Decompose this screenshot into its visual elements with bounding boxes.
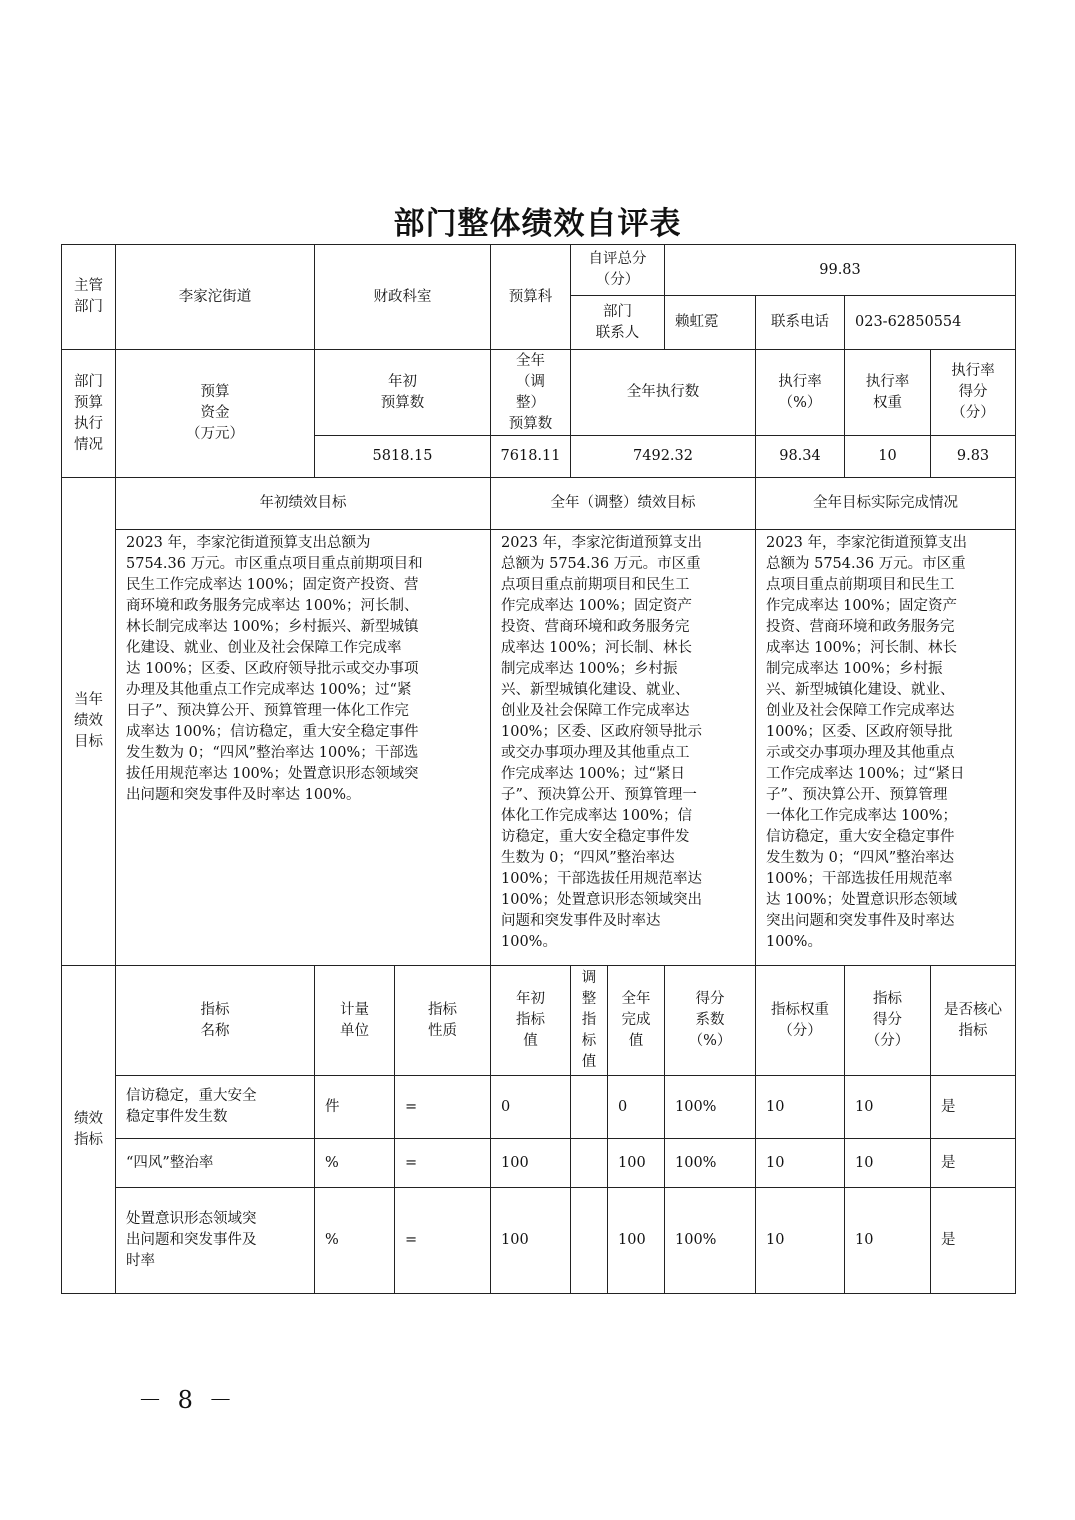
- self-score-label: 自评总分 （分）: [571, 245, 665, 296]
- indicator-adjusted-value: [571, 1139, 608, 1188]
- adjusted-budget-value: 7618.11: [491, 436, 571, 478]
- indicator-adjusted-value: [571, 1188, 608, 1294]
- coefficient-header: 得分 系数 （%）: [665, 966, 756, 1076]
- phone-number: 023-62850554: [845, 296, 1016, 350]
- indicator-weight: 10: [756, 1188, 845, 1294]
- indicator-actual-value: 100: [608, 1139, 665, 1188]
- indicator-unit: %: [315, 1139, 395, 1188]
- indicator-name: 处置意识形态领域突 出问题和突发事件及 时率: [116, 1188, 315, 1294]
- adjusted-value-header: 调 整 指 标 值: [571, 966, 608, 1076]
- table-row: [62, 1076, 1016, 1139]
- budget-fund-label: 预算 资金 （万元）: [116, 350, 315, 478]
- initial-budget-value: 5818.15: [315, 436, 491, 478]
- core-header: 是否核心 指标: [931, 966, 1016, 1076]
- indicator-nature: =: [395, 1076, 491, 1139]
- indicator-name: 信访稳定，重大安全 稳定事件发生数: [116, 1076, 315, 1139]
- indicators-section-label: 绩效 指标: [62, 966, 116, 1294]
- nature-header: 指标 性质: [395, 966, 491, 1076]
- indicator-coefficient: 100%: [665, 1076, 756, 1139]
- indicator-coefficient: 100%: [665, 1188, 756, 1294]
- executed-value: 7492.32: [571, 436, 756, 478]
- exec-rate-label: 执行率 （%）: [756, 350, 845, 436]
- indicator-score: 10: [845, 1076, 931, 1139]
- actual-goal-text: 2023 年，李家沱街道预算支出 总额为 5754.36 万元。市区重 点项目重点前期项目和民生工 作完成率达 100%；固定资产 投资、营商环境和政务服务完 成率达 100%；河长制、林长 制完成率达 100%；乡村振 兴、新型城镇化建设、就业、 创业及社会保障工作完成率达 100%；区委、区政府领导批 示或交办事项办理及其他重点 工作完成率达 100%；过“紧日 子”、预决算公开、预算管理 一体化工作完成率达 100%； 信访稳定，重大安全稳定事件 发生数为 0；“四风”整治率达 100%；干部选拔任用规范率 达 100%；处置意识形态领域 突出问题和突发事件及时率达 100%。: [756, 530, 1016, 966]
- page-number: － 8 －: [138, 1386, 237, 1414]
- indicator-name-header: 指标 名称: [116, 966, 315, 1076]
- exec-weight-label: 执行率 权重: [845, 350, 931, 436]
- office-name: 财政科室: [315, 245, 491, 350]
- indicator-is-core: 是: [931, 1139, 1016, 1188]
- indicator-weight: 10: [756, 1139, 845, 1188]
- exec-score-label: 执行率 得分 （分）: [931, 350, 1016, 436]
- dept-label: 主管 部门: [62, 245, 116, 350]
- indicator-actual-value: 100: [608, 1188, 665, 1294]
- indicator-adjusted-value: [571, 1076, 608, 1139]
- indicator-is-core: 是: [931, 1188, 1016, 1294]
- initial-goal-text: 2023 年，李家沱街道预算支出总额为 5754.36 万元。市区重点项目重点前期项目和 民生工作完成率达 100%；固定资产投资、营 商环境和政务服务完成率达 100%；河长制、 林长制完成率达 100%；乡村振兴、新型城镇 化建设、就业、创业及社会保障工作完成率 达 100%；区委、区政府领导批示或交办事项 办理及其他重点工作完成率达 100%；过“紧 日子”、预决算公开、预算管理一体化工作完 成率达 100%；信访稳定，重大安全稳定事件 发生数为 0；“四风”整治率达 100%；干部选 拔任用规范率达 100%；处置意识形态领域突 出问题和突发事件及时率达 100%。: [116, 530, 491, 966]
- unit-header: 计量 单位: [315, 966, 395, 1076]
- initial-budget-label: 年初 预算数: [315, 350, 491, 436]
- dept-name: 李家沱街道: [116, 245, 315, 350]
- table-row: [62, 1188, 1016, 1294]
- actual-value-header: 全年 完成 值: [608, 966, 665, 1076]
- contact-name: 赖虹霓: [665, 296, 756, 350]
- indicator-score: 10: [845, 1139, 931, 1188]
- initial-value-header: 年初 指标 值: [491, 966, 571, 1076]
- initial-goal-header: 年初绩效目标: [116, 478, 491, 530]
- indicator-initial-value: 100: [491, 1188, 571, 1294]
- exec-weight-value: 10: [845, 436, 931, 478]
- indicator-actual-value: 0: [608, 1076, 665, 1139]
- adjusted-goal-header: 全年（调整）绩效目标: [491, 478, 756, 530]
- adjusted-budget-label: 全年 （调 整） 预算数: [491, 350, 571, 436]
- budget-section: 预算科: [491, 245, 571, 350]
- indicator-is-core: 是: [931, 1076, 1016, 1139]
- indicator-weight: 10: [756, 1076, 845, 1139]
- actual-goal-header: 全年目标实际完成情况: [756, 478, 1016, 530]
- score-header: 指标 得分 （分）: [845, 966, 931, 1076]
- weight-header: 指标权重 （分）: [756, 966, 845, 1076]
- budget-section-label: 部门 预算 执行 情况: [62, 350, 116, 478]
- indicator-unit: %: [315, 1188, 395, 1294]
- exec-rate-value: 98.34: [756, 436, 845, 478]
- adjusted-goal-text: 2023 年，李家沱街道预算支出 总额为 5754.36 万元。市区重 点项目重点前期项目和民生工 作完成率达 100%；固定资产 投资、营商环境和政务服务完 成率达 100%；河长制、林长 制完成率达 100%；乡村振 兴、新型城镇化建设、就业、 创业及社会保障工作完成率达 100%；区委、区政府领导批示 或交办事项办理及其他重点工 作完成率达 100%；过“紧日 子”、预决算公开、预算管理一 体化工作完成率达 100%；信 访稳定，重大安全稳定事件发 生数为 0；“四风”整治率达 100%；干部选拔任用规范率达 100%；处置意识形态领域突出 问题和突发事件及时率达 100%。: [491, 530, 756, 966]
- indicator-score: 10: [845, 1188, 931, 1294]
- executed-label: 全年执行数: [571, 350, 756, 436]
- table-row: [62, 1139, 1016, 1188]
- indicator-name: “四风”整治率: [116, 1139, 315, 1188]
- indicator-nature: =: [395, 1188, 491, 1294]
- indicator-initial-value: 0: [491, 1076, 571, 1139]
- indicator-nature: =: [395, 1139, 491, 1188]
- page-title: 部门整体绩效自评表: [393, 206, 682, 242]
- self-score-value: 99.83: [665, 245, 1016, 296]
- indicator-coefficient: 100%: [665, 1139, 756, 1188]
- performance-table: [61, 244, 1016, 1294]
- indicator-unit: 件: [315, 1076, 395, 1139]
- indicator-initial-value: 100: [491, 1139, 571, 1188]
- exec-score-value: 9.83: [931, 436, 1016, 478]
- goals-section-label: 当年 绩效 目标: [62, 478, 116, 966]
- contact-label: 部门 联系人: [571, 296, 665, 350]
- phone-label: 联系电话: [756, 296, 845, 350]
